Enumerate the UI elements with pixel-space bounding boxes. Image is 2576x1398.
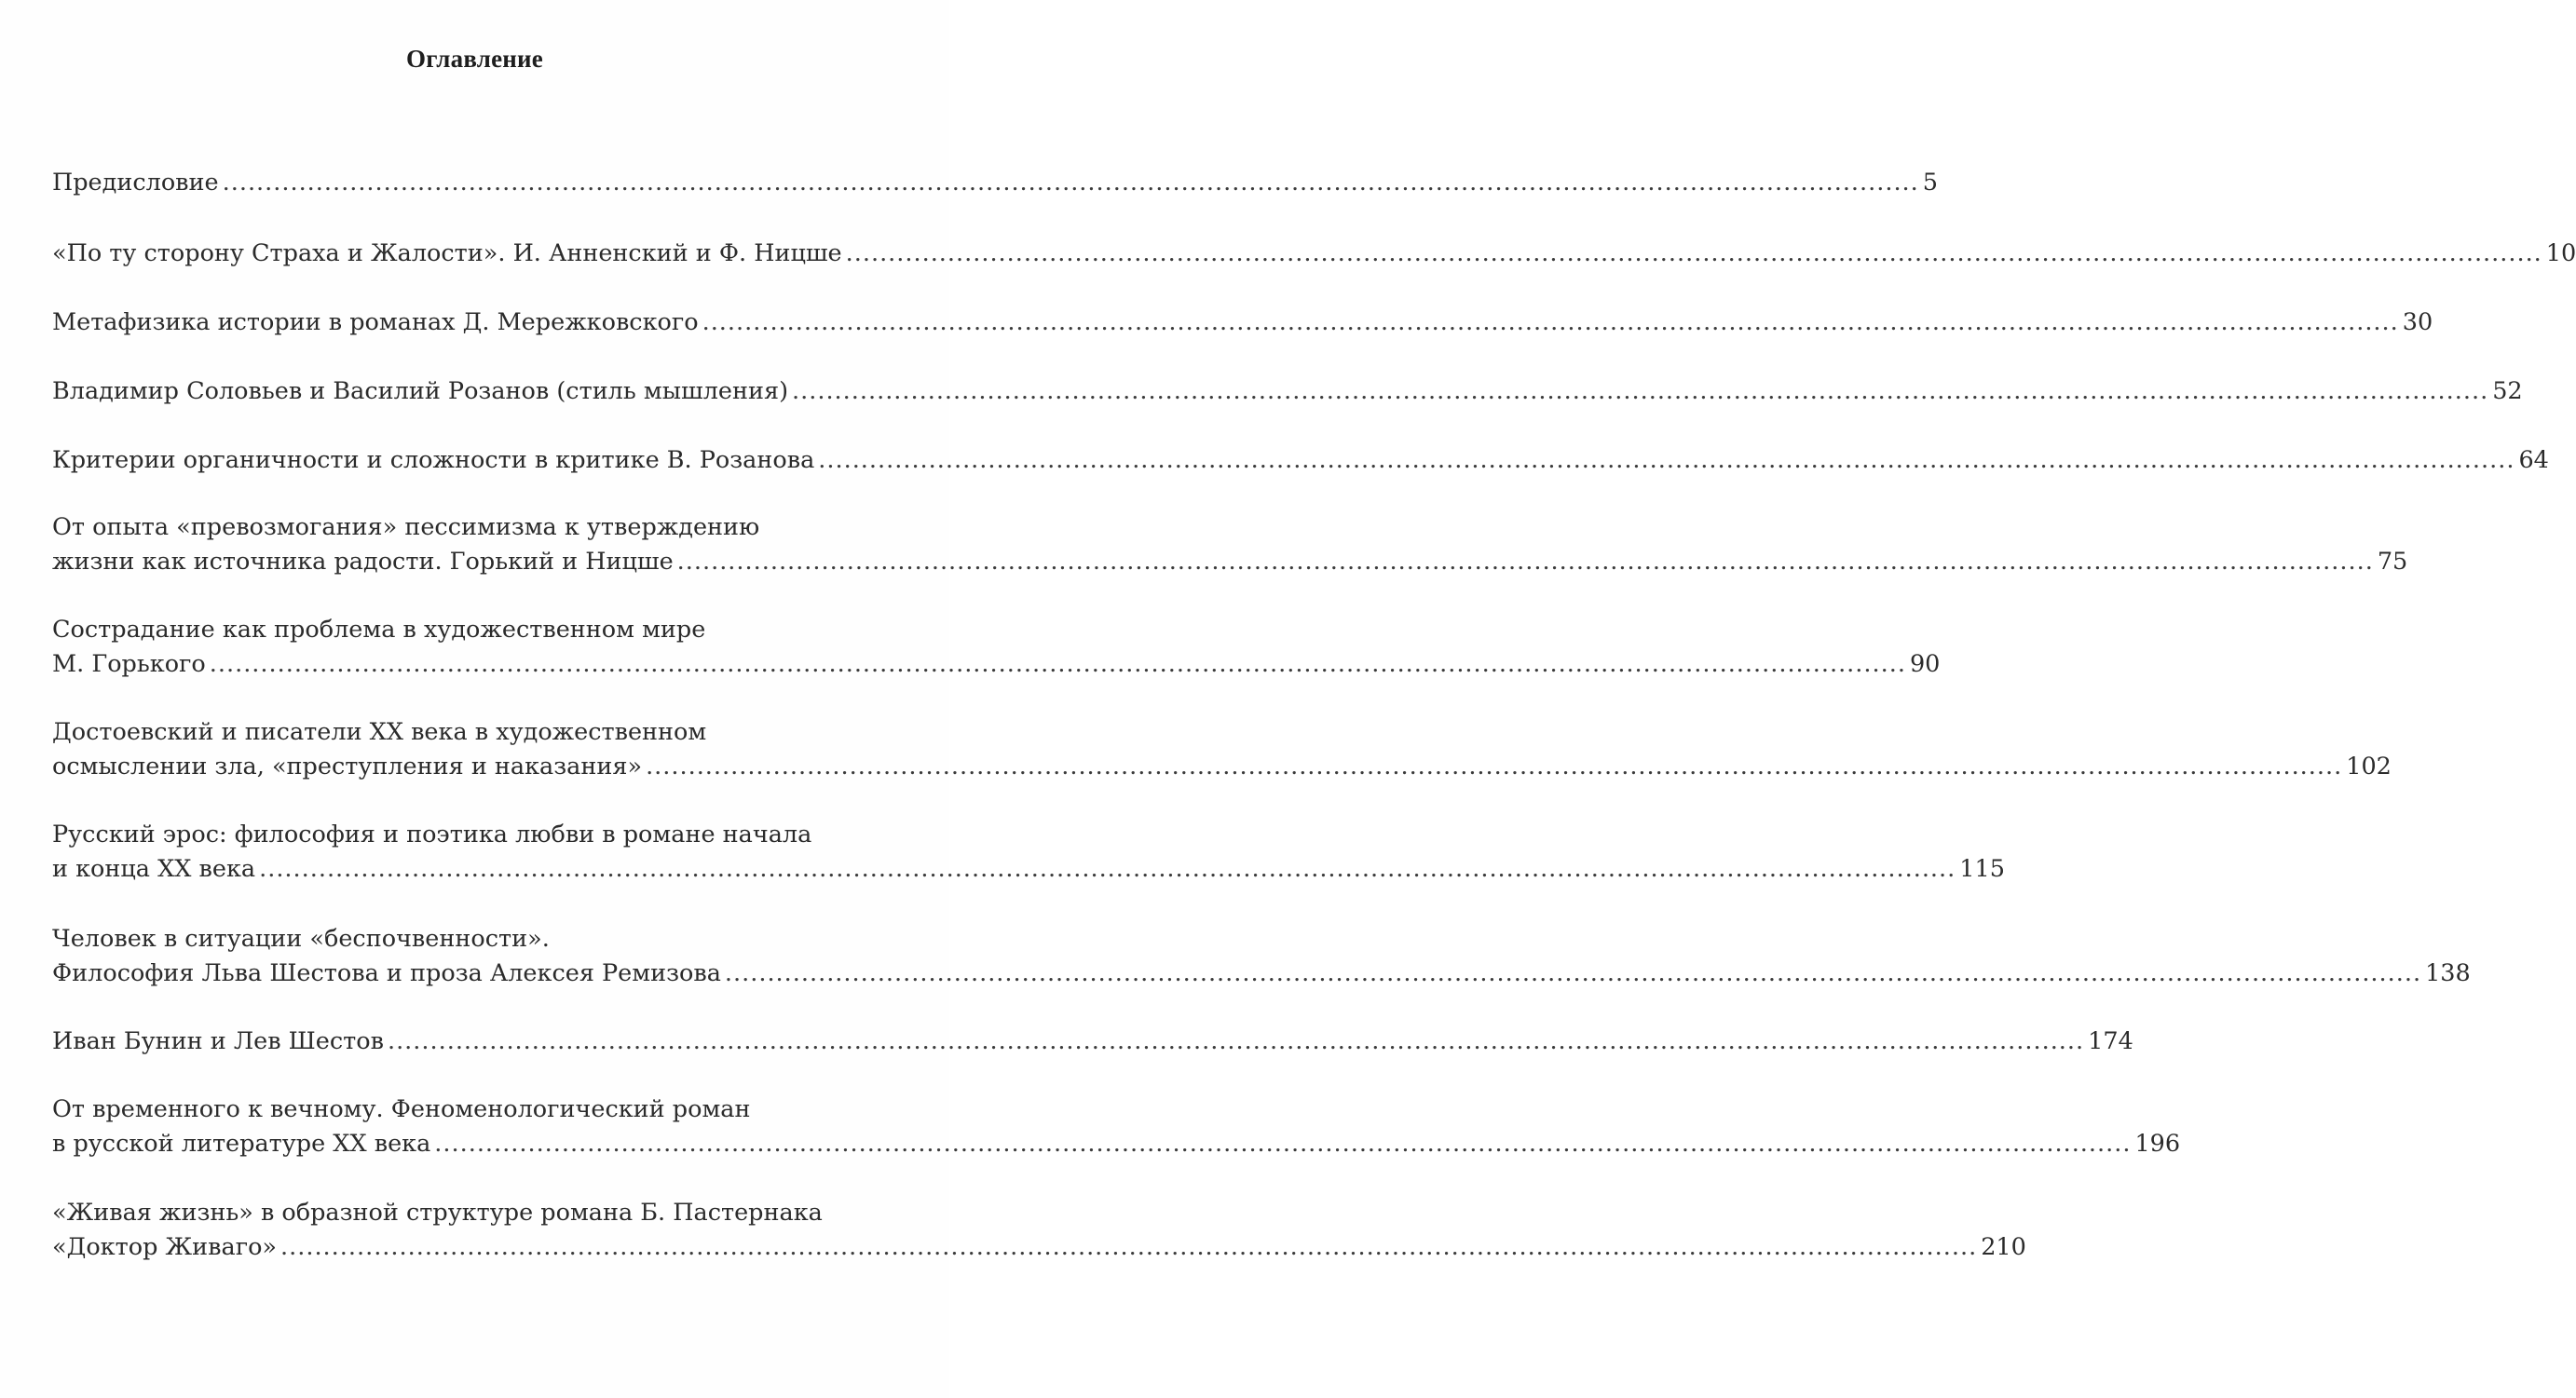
toc-leader-dots: ........................................................................................................................................................................................................ — [646, 753, 2343, 780]
toc-entry-title: Достоевский и писатели XX века в художественном — [52, 718, 707, 746]
toc-leader-dots: ........................................................................................................................................................................................................ — [434, 1130, 2132, 1158]
toc-entry — [52, 443, 2549, 478]
toc-entry — [52, 305, 2433, 340]
toc-entry-title: Человек в ситуации «беспочвенности». — [52, 925, 550, 953]
toc-page-number: 102 — [2346, 753, 2392, 780]
toc-entry — [52, 922, 2471, 991]
toc-entry — [52, 715, 2392, 784]
toc-page-number: 52 — [2492, 377, 2523, 405]
toc-entry-title: От временного к вечному. Феноменологический роман — [52, 1095, 751, 1123]
toc-page-number: 174 — [2088, 1027, 2133, 1055]
toc-entry-title: «Живая жизнь» в образной структуре романа Б. Пастернака — [52, 1199, 823, 1227]
toc-entry-title: «По ту сторону Страха и Жалости». И. Анненский и Ф. Ницше — [52, 239, 842, 267]
toc-page-number: 210 — [1981, 1233, 2026, 1261]
toc-entry-title: М. Горького — [52, 650, 206, 678]
toc-leader-dots: ........................................................................................................................................................................................................ — [676, 548, 2374, 576]
toc-page-number: 115 — [1959, 855, 2005, 883]
toc-leader-dots: ........................................................................................................................................................................................................ — [724, 959, 2422, 987]
toc-page-number: 30 — [2402, 308, 2433, 336]
toc-page-number: 10 — [2545, 239, 2576, 267]
toc-entry — [52, 1196, 2026, 1265]
toc-entry-title: «Доктор Живаго» — [52, 1233, 278, 1261]
toc-entry-title: жизни как источника радости. Горький и Ницше — [52, 548, 674, 576]
toc-page-number: 64 — [2518, 446, 2549, 474]
toc-page-number: 90 — [1909, 650, 1941, 678]
toc-leader-dots: ........................................................................................................................................................................................................ — [702, 308, 2399, 336]
toc-page-number: 196 — [2134, 1130, 2181, 1158]
toc-entry — [52, 374, 2523, 409]
toc-entry — [52, 510, 2408, 579]
toc-entry-title: Критерии органичности и сложности в критике В. Розанова — [52, 446, 815, 474]
toc-entry-title: Русский эрос: философия и поэтика любви в романе начала — [52, 821, 812, 848]
toc-leader-dots: ........................................................................................................................................................................................................ — [845, 239, 2542, 267]
toc-leader-dots: ........................................................................................................................................................................................................ — [792, 377, 2489, 405]
toc-entry-title: Иван Бунин и Лев Шестов — [52, 1027, 384, 1055]
toc-leader-dots: ........................................................................................................................................................................................................ — [280, 1233, 1978, 1261]
toc-leader-dots: ........................................................................................................................................................................................................ — [209, 650, 1906, 678]
toc-entry-title: Метафизика истории в романах Д. Мережковского — [52, 308, 699, 336]
toc-entry — [52, 237, 2576, 271]
toc-entry — [52, 1093, 2181, 1161]
toc-entry-title: осмыслении зла, «преступления и наказания» — [52, 753, 643, 780]
toc-page-number: 75 — [2377, 548, 2408, 576]
toc-entry-title: От опыта «превозмогания» пессимизма к утверждению — [52, 513, 760, 541]
toc-leader-dots: ........................................................................................................................................................................................................ — [387, 1027, 2085, 1055]
toc-entry-title: в русской литературе XX века — [52, 1130, 431, 1158]
toc-page-number: 5 — [1922, 169, 1939, 197]
toc-leader-dots: ........................................................................................................................................................................................................ — [259, 855, 1956, 883]
toc-entry — [52, 818, 2005, 887]
toc-entry — [52, 613, 1941, 682]
toc-entry — [52, 166, 1939, 200]
toc-entry-title: Владимир Соловьев и Василий Розанов (стиль мышления) — [52, 377, 789, 405]
toc-leader-dots: ........................................................................................................................................................................................................ — [818, 446, 2515, 474]
page-title: Оглавление — [406, 45, 543, 73]
toc-leader-dots: ........................................................................................................................................................................................................ — [222, 169, 1919, 197]
toc-entry — [52, 1025, 2133, 1059]
toc-entry-title: Философия Льва Шестова и проза Алексея Ремизова — [52, 959, 721, 987]
toc-page-number: 138 — [2425, 959, 2471, 987]
toc-entry-title: и конца XX века — [52, 855, 256, 883]
toc-entry-title: Сострадание как проблема в художественном мире — [52, 616, 706, 644]
toc-entry-title: Предисловие — [52, 169, 219, 197]
